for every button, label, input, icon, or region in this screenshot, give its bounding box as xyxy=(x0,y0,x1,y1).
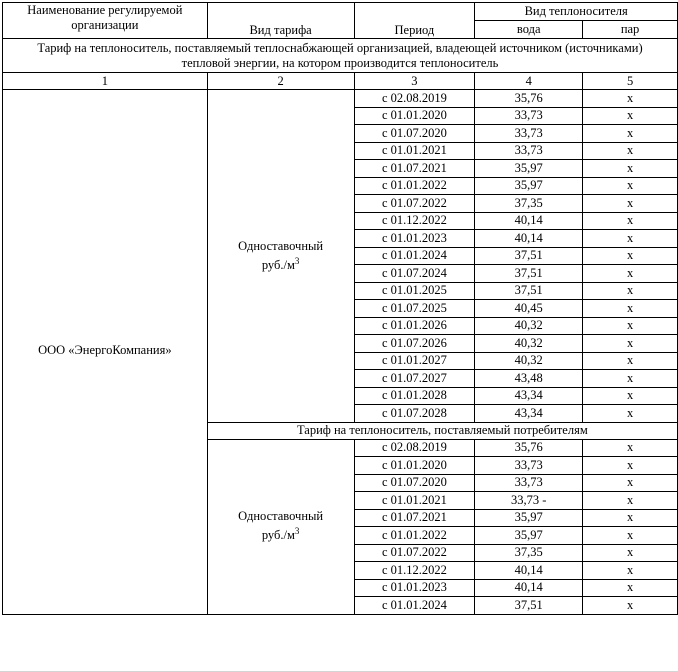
water-cell: 43,34 xyxy=(475,387,583,405)
steam-cell: x xyxy=(583,579,678,597)
tariff-unit-line xyxy=(208,254,354,273)
section2-title: Тариф на теплоноситель, поставляемый потребителям xyxy=(207,422,677,439)
tariff-name: Одноставочный xyxy=(238,238,324,253)
water-cell: 43,34 xyxy=(475,405,583,423)
water-cell: 33,73 - xyxy=(475,492,583,510)
section1-title: Тариф на теплоноситель, поставляемый теплоснабжающей организацией, владеющей источником (источниками) тепловой энергии, на котором производится теплоноситель xyxy=(3,39,678,73)
steam-cell: x xyxy=(583,492,678,510)
period-cell: с 01.07.2020 xyxy=(354,125,475,143)
water-cell: 40,14 xyxy=(475,579,583,597)
water-cell: 33,73 xyxy=(475,457,583,475)
steam-cell: x xyxy=(583,527,678,545)
period-cell: с 01.01.2025 xyxy=(354,282,475,300)
tariff-table-body xyxy=(3,3,678,615)
period-cell: с 01.07.2022 xyxy=(354,195,475,213)
steam-cell: x xyxy=(583,177,678,195)
column-numbers-row xyxy=(3,73,678,90)
water-cell: 40,14 xyxy=(475,230,583,248)
column-number-2: 2 xyxy=(207,73,354,90)
period-cell: с 01.07.2025 xyxy=(354,300,475,318)
period-cell: с 01.01.2020 xyxy=(354,457,475,475)
period-cell: с 01.01.2023 xyxy=(354,579,475,597)
steam-cell: x xyxy=(583,509,678,527)
water-cell: 40,32 xyxy=(475,352,583,370)
period-cell: с 01.01.2022 xyxy=(354,177,475,195)
water-cell: 35,76 xyxy=(475,90,583,108)
section1-title-row xyxy=(3,39,678,73)
period-cell: с 01.01.2023 xyxy=(354,230,475,248)
period-cell: с 01.01.2021 xyxy=(354,142,475,160)
period-cell: с 01.07.2022 xyxy=(354,544,475,562)
steam-cell: x xyxy=(583,352,678,370)
steam-cell: x xyxy=(583,317,678,335)
water-cell: 33,73 xyxy=(475,474,583,492)
steam-cell: x xyxy=(583,142,678,160)
column-number-5: 5 xyxy=(583,73,678,90)
water-cell: 33,73 xyxy=(475,125,583,143)
tariff-cell-section2 xyxy=(207,439,354,614)
header-water: вода xyxy=(475,21,583,39)
period-cell: с 01.12.2022 xyxy=(354,212,475,230)
water-cell: 35,76 xyxy=(475,439,583,457)
period-cell: с 01.07.2026 xyxy=(354,335,475,353)
water-cell: 37,51 xyxy=(475,265,583,283)
period-cell: с 01.01.2021 xyxy=(354,492,475,510)
period-cell: с 01.01.2024 xyxy=(354,597,475,615)
steam-cell: x xyxy=(583,160,678,178)
steam-cell: x xyxy=(583,90,678,108)
steam-cell: x xyxy=(583,212,678,230)
tariff-unit-line xyxy=(208,524,354,543)
steam-cell: x xyxy=(583,562,678,580)
period-cell: с 01.07.2021 xyxy=(354,509,475,527)
steam-cell: x xyxy=(583,457,678,475)
tariff-unit: руб./м xyxy=(261,528,295,543)
header-org-name: Наименование регулируемой организации xyxy=(3,3,208,39)
period-cell: с 01.01.2022 xyxy=(354,527,475,545)
tariff-unit-sup: 3 xyxy=(294,526,300,537)
header-steam: пар xyxy=(583,21,678,39)
period-cell: с 01.07.2024 xyxy=(354,265,475,283)
water-cell: 40,32 xyxy=(475,317,583,335)
organization-cell xyxy=(3,90,208,615)
steam-cell: x xyxy=(583,282,678,300)
water-cell: 35,97 xyxy=(475,160,583,178)
period-cell: с 01.07.2027 xyxy=(354,370,475,388)
water-cell: 37,51 xyxy=(475,247,583,265)
steam-cell: x xyxy=(583,107,678,125)
column-number-4: 4 xyxy=(475,73,583,90)
steam-cell: x xyxy=(583,439,678,457)
steam-cell: x xyxy=(583,125,678,143)
period-cell: с 02.08.2019 xyxy=(354,90,475,108)
water-cell: 37,51 xyxy=(475,282,583,300)
water-cell: 40,14 xyxy=(475,212,583,230)
water-cell: 37,51 xyxy=(475,597,583,615)
water-cell: 40,32 xyxy=(475,335,583,353)
tariff-document xyxy=(2,2,678,615)
steam-cell: x xyxy=(583,387,678,405)
water-cell: 37,35 xyxy=(475,195,583,213)
water-cell: 35,97 xyxy=(475,509,583,527)
period-cell: с 01.07.2020 xyxy=(354,474,475,492)
steam-cell: x xyxy=(583,544,678,562)
water-cell: 35,97 xyxy=(475,177,583,195)
tariff-unit: руб./м xyxy=(261,257,295,272)
header-tariff-type: Вид тарифа xyxy=(207,3,354,39)
period-cell: с 01.07.2021 xyxy=(354,160,475,178)
organization-name: ООО «ЭнергоКомпания» xyxy=(38,343,172,357)
header-row-1 xyxy=(3,3,678,21)
water-cell: 35,97 xyxy=(475,527,583,545)
period-cell: с 01.01.2026 xyxy=(354,317,475,335)
water-cell: 43,48 xyxy=(475,370,583,388)
steam-cell: x xyxy=(583,405,678,423)
header-period: Период xyxy=(354,3,475,39)
table-row xyxy=(3,90,678,108)
period-cell: с 01.01.2024 xyxy=(354,247,475,265)
steam-cell: x xyxy=(583,335,678,353)
period-cell: с 01.01.2027 xyxy=(354,352,475,370)
period-cell: с 01.12.2022 xyxy=(354,562,475,580)
steam-cell: x xyxy=(583,265,678,283)
steam-cell: x xyxy=(583,370,678,388)
tariff-cell-section1 xyxy=(207,90,354,423)
steam-cell: x xyxy=(583,195,678,213)
water-cell: 33,73 xyxy=(475,107,583,125)
steam-cell: x xyxy=(583,247,678,265)
water-cell: 37,35 xyxy=(475,544,583,562)
tariff-unit-sup: 3 xyxy=(294,255,300,266)
steam-cell: x xyxy=(583,300,678,318)
column-number-1: 1 xyxy=(3,73,208,90)
steam-cell: x xyxy=(583,597,678,615)
period-cell: с 02.08.2019 xyxy=(354,439,475,457)
tariff-table xyxy=(2,2,678,615)
water-cell: 40,14 xyxy=(475,562,583,580)
period-cell: с 01.01.2020 xyxy=(354,107,475,125)
water-cell: 33,73 xyxy=(475,142,583,160)
tariff-name: Одноставочный xyxy=(238,509,324,524)
period-cell: с 01.07.2028 xyxy=(354,405,475,423)
header-carrier-type: Вид теплоносителя xyxy=(475,3,678,21)
column-number-3: 3 xyxy=(354,73,475,90)
water-cell: 40,45 xyxy=(475,300,583,318)
period-cell: с 01.01.2028 xyxy=(354,387,475,405)
steam-cell: x xyxy=(583,230,678,248)
steam-cell: x xyxy=(583,474,678,492)
